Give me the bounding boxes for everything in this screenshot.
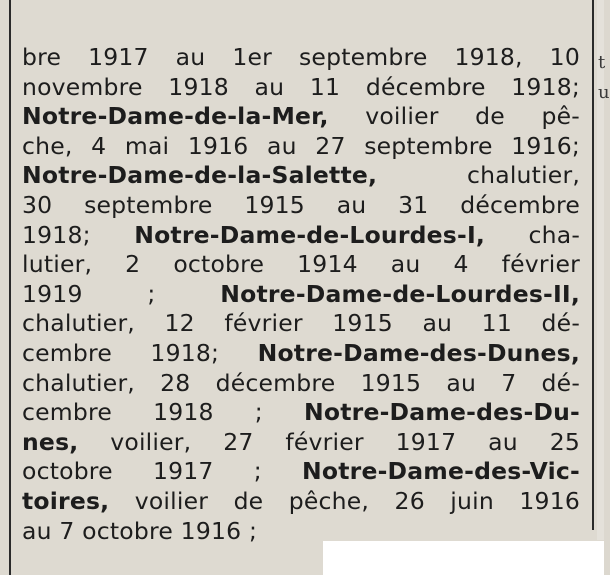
text-run: voilier de pê- [328,102,580,131]
text-run: chalutier, [377,161,580,190]
text-line [22,428,580,458]
text-run: chalutier, 28 décembre 1915 au 7 dé- [22,368,580,397]
text-run: bre 1917 au 1er septembre 1918, 10 [22,43,580,71]
vessel-name: Notre-Dame-de-la-Mer, [22,102,329,131]
text-run: cembre 1918 ; [22,398,305,427]
text-line [22,43,580,73]
text-run: 1919 ; [22,279,221,308]
text-line [22,457,580,487]
adjacent-column-edge [597,0,604,540]
text-line [22,73,580,103]
text-run: lutier, 2 octobre 1914 au 4 février [22,250,580,279]
text-run: novembre 1918 au 11 décembre 1918; [22,72,580,101]
text-run: chalutier, 12 février 1915 au 11 dé- [22,309,580,338]
vessel-name: Notre-Dame-des-Du- [304,398,580,427]
adjacent-column-glyph: t [598,52,606,73]
text-run: cha- [485,220,580,249]
text-line [22,102,580,132]
text-run: 1918; [22,220,135,249]
text-line [22,280,580,310]
vessel-name: Notre-Dame-de-Lourdes-II, [220,279,580,308]
text-line [22,339,580,369]
vessel-name: nes, [22,427,79,456]
vessel-name: toires, [22,486,110,515]
text-line [22,191,580,221]
text-run: che, 4 mai 1916 au 27 septembre 1916; [22,131,580,160]
column-rule-left [9,0,11,575]
text-run: voilier de pêche, 26 juin 1916 [109,486,580,515]
text-line [22,309,580,339]
text-line [22,132,580,162]
text-run: voilier, 27 février 1917 au 25 [78,427,580,456]
text-run: octobre 1917 ; [22,457,303,486]
text-line [22,250,580,280]
text-line [22,487,580,517]
column-rule-right [592,0,594,530]
text-run: cembre 1918; [22,338,258,367]
vessel-name: Notre-Dame-de-Lourdes-I, [134,220,486,249]
adjacent-column-glyph: u [598,82,610,103]
text-run: au 7 octobre 1916 ; [22,516,258,545]
text-line [22,161,580,191]
text-column [22,43,580,546]
text-run: 30 septembre 1915 au 31 décembre [22,190,580,219]
vessel-name: Notre-Dame-de-la-Salette, [22,161,378,190]
blank-corner-patch [323,541,604,575]
text-line [22,369,580,399]
text-line [22,398,580,428]
text-line [22,221,580,251]
vessel-name: Notre-Dame-des-Dunes, [257,338,580,367]
vessel-name: Notre-Dame-des-Vic- [302,457,580,486]
